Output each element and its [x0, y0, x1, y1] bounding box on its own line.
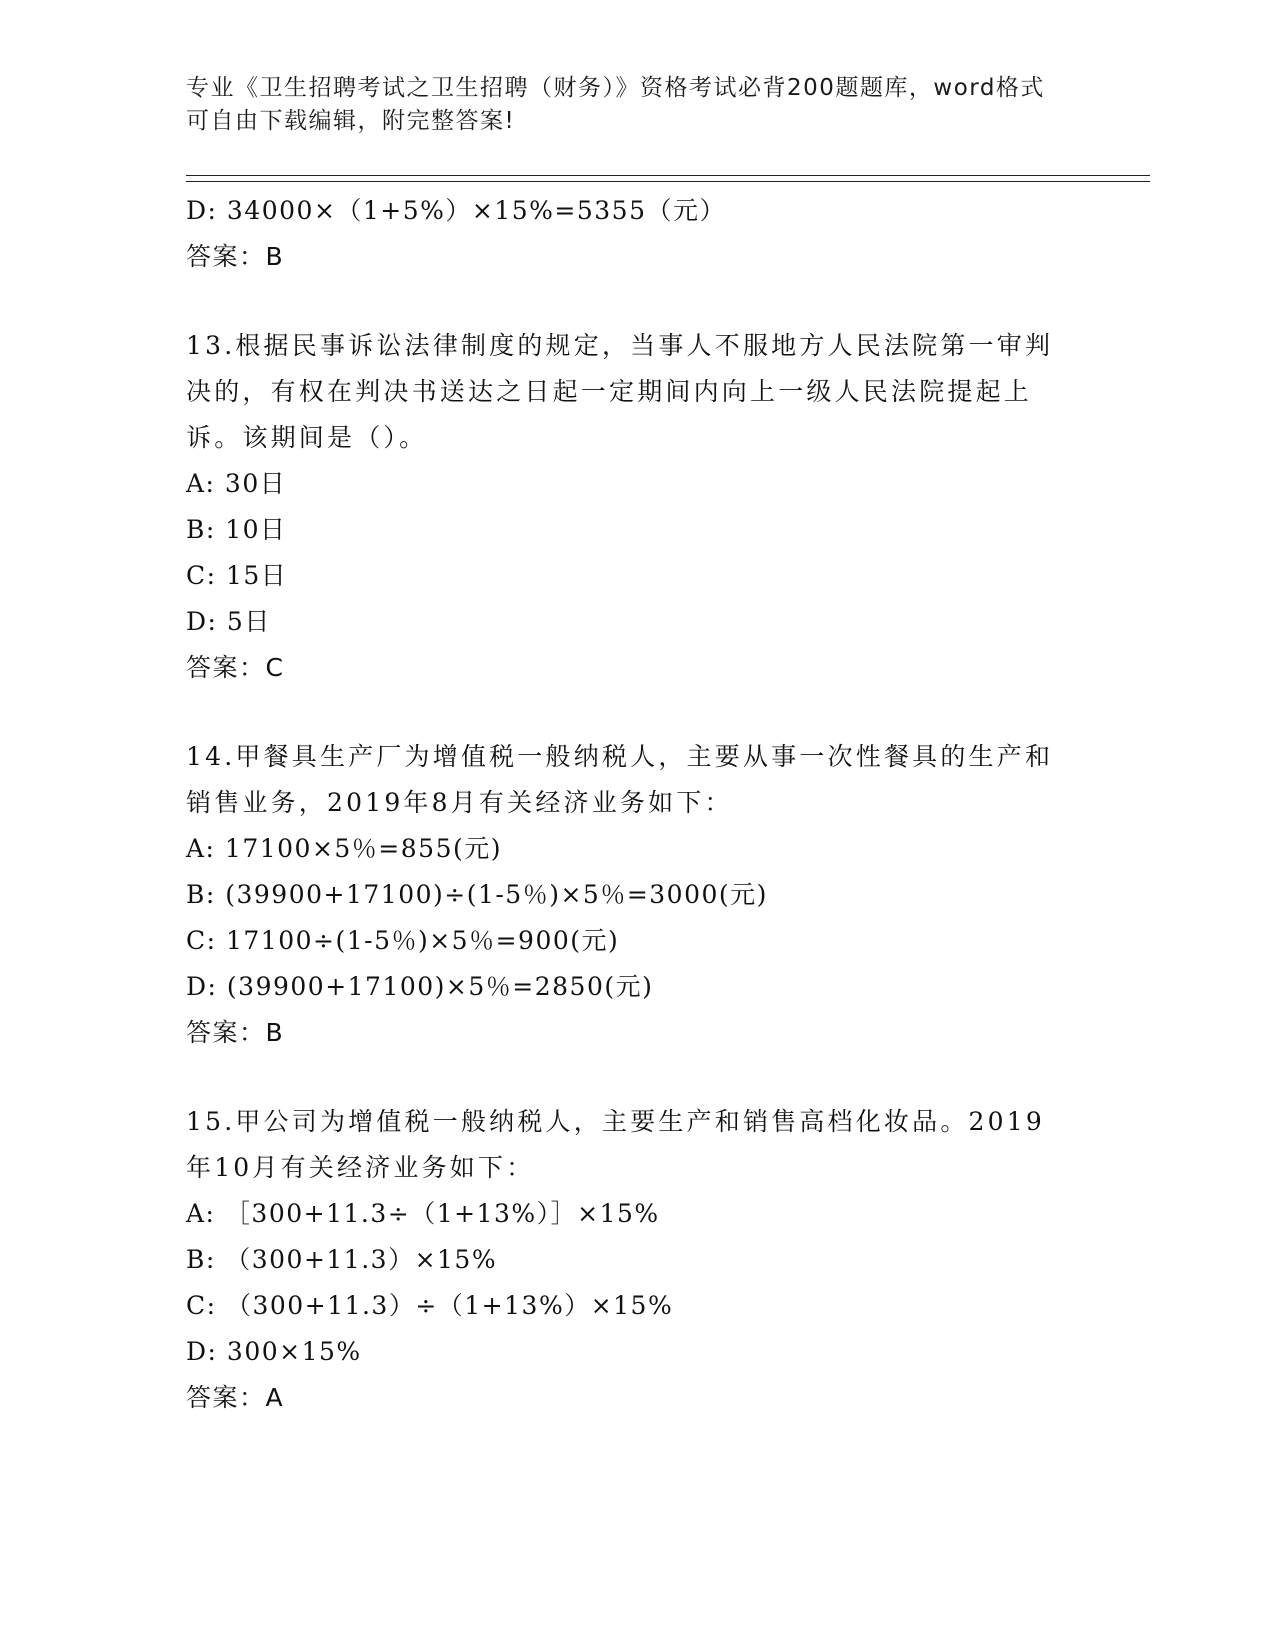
stem-line: 诉。该期间是（）。 [186, 423, 428, 452]
option-d: D: 34000×（1+5%）×15%=5355（元） [186, 196, 726, 225]
option-d: D: 300×15% [186, 1337, 362, 1366]
question-content [186, 188, 1086, 1421]
option-a: A: 30日 [186, 469, 287, 498]
question-stem [186, 734, 1086, 826]
option-c: C: 17100÷(1-5％)×5％=900(元) [186, 926, 620, 955]
answer-line: 答案：A [186, 1383, 285, 1412]
stem-line: 15.甲公司为增值税一般纳税人，主要生产和销售高档化妆品。2019 [186, 1107, 1045, 1136]
stem-line: 14.甲餐具生产厂为增值税一般纳税人，主要从事一次性餐具的生产和 [186, 742, 1054, 771]
question-stem [186, 323, 1086, 461]
option-d: D: 5日 [186, 607, 271, 636]
stem-line: 年10月有关经济业务如下： [186, 1153, 535, 1182]
option-a: A: ［300+11.3÷（1+13%）］×15% [186, 1199, 660, 1228]
option-c: C: 15日 [186, 561, 288, 590]
header-title-line-1: 专业《卫生招聘考试之卫生招聘（财务）》资格考试必背200题题库，word格式 [186, 75, 1045, 101]
stem-line: 13.根据民事诉讼法律制度的规定，当事人不服地方人民法院第一审判 [186, 331, 1054, 360]
option-b: B: (39900+17100)÷(1-5％)×5％=3000(元) [186, 880, 768, 909]
header-divider-bottom [186, 181, 1150, 182]
option-b: B: 10日 [186, 515, 287, 544]
option-b: B: （300+11.3）×15% [186, 1245, 498, 1274]
document-header [186, 72, 1086, 138]
question-stem [186, 1099, 1086, 1191]
answer-line: 答案：C [186, 653, 285, 682]
answer-line: 答案：B [186, 242, 285, 271]
spacer [186, 280, 1086, 323]
question-15 [186, 1099, 1086, 1421]
spacer [186, 691, 1086, 734]
previous-question-tail [186, 188, 1086, 280]
question-14 [186, 734, 1086, 1056]
spacer [186, 1056, 1086, 1099]
option-c: C: （300+11.3）÷（1+13%）×15% [186, 1291, 674, 1320]
option-d: D: (39900+17100)×5％=2850(元) [186, 972, 654, 1001]
option-a: A: 17100×5％=855(元) [186, 834, 502, 863]
stem-line: 销售业务，2019年8月有关经济业务如下： [186, 788, 733, 817]
stem-line: 决的，有权在判决书送达之日起一定期间内向上一级人民法院提起上 [186, 377, 1033, 406]
question-13 [186, 323, 1086, 691]
answer-line: 答案：B [186, 1018, 285, 1047]
header-divider-top [186, 175, 1150, 176]
header-title-line-2: 可自由下载编辑，附完整答案! [186, 108, 516, 134]
